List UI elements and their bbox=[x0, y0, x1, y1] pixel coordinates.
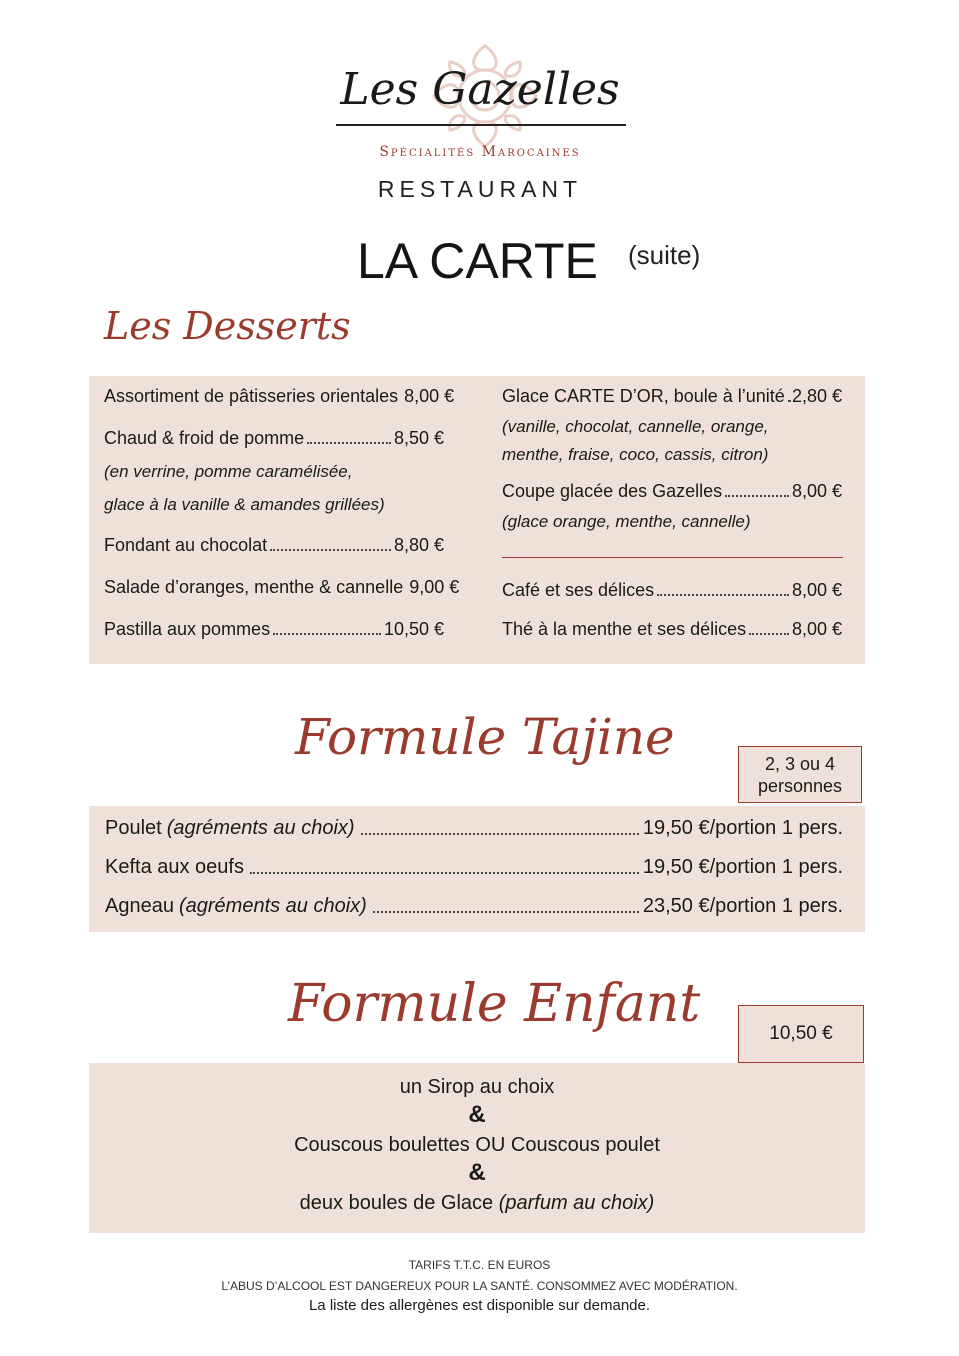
tajine-price: 19,50 €/portion 1 pers. bbox=[642, 817, 843, 839]
logo-rule bbox=[336, 124, 626, 126]
logo-restaurant: RESTAURANT bbox=[377, 176, 583, 202]
dessert-item bbox=[104, 577, 460, 598]
dessert-note: menthe, fraise, coco, cassis, citron) bbox=[502, 445, 769, 464]
dessert-item bbox=[104, 386, 455, 407]
leader-dots bbox=[273, 633, 381, 635]
dessert-note: glace à la vanille & amandes grillées) bbox=[104, 495, 385, 514]
dessert-note: (glace orange, menthe, cannelle) bbox=[502, 512, 751, 531]
tajine-item bbox=[105, 856, 843, 879]
enfant-price-badge: 10,50 € bbox=[738, 1005, 864, 1063]
logo-subtitle: Spécialités Marocaines bbox=[379, 144, 581, 160]
dessert-name: Glace CARTE D’OR, boule à l’unité bbox=[502, 386, 785, 406]
footer-tarifs: TARIFS T.T.C. EN EUROS bbox=[408, 1258, 551, 1272]
dessert-item bbox=[502, 386, 842, 407]
dessert-price: 8,00 € bbox=[791, 580, 842, 600]
tajine-note: (agréments au choix) bbox=[178, 895, 367, 917]
dessert-price: 8,00 € bbox=[791, 481, 842, 501]
leader-dots bbox=[657, 594, 789, 596]
tajine-name: Kefta aux oeufs bbox=[105, 856, 244, 878]
tajine-heading: Formule Tajine bbox=[295, 708, 675, 766]
dessert-item bbox=[104, 619, 444, 640]
enfant-line-3-text: deux boules de Glace bbox=[299, 1192, 494, 1214]
page-title: LA CARTE bbox=[357, 233, 598, 289]
leader-dots bbox=[725, 495, 789, 497]
leader-dots bbox=[270, 549, 391, 551]
enfant-line-3 bbox=[89, 1192, 865, 1215]
footer-allergens: La liste des allergènes est disponible sur demande. bbox=[308, 1297, 651, 1314]
enfant-ampersand: & bbox=[468, 1159, 486, 1186]
dessert-item bbox=[502, 619, 842, 640]
tajine-price: 23,50 €/portion 1 pers. bbox=[642, 895, 843, 917]
dessert-price: 2,80 € bbox=[791, 386, 842, 406]
leader-dots bbox=[373, 911, 639, 913]
dessert-name: Chaud & froid de pomme bbox=[104, 428, 305, 448]
dessert-name: Coupe glacée des Gazelles bbox=[502, 481, 723, 501]
desserts-heading: Les Desserts bbox=[104, 304, 351, 348]
dessert-price: 8,00 € bbox=[791, 619, 842, 639]
page-title-suite: (suite) bbox=[628, 240, 701, 270]
tajine-badge bbox=[738, 746, 862, 803]
leader-dots bbox=[250, 872, 639, 874]
enfant-line-3-note: (parfum au choix) bbox=[498, 1192, 655, 1214]
enfant-line-1: un Sirop au choix bbox=[399, 1076, 555, 1098]
leader-dots bbox=[307, 442, 391, 444]
dessert-name: Thé à la menthe et ses délices bbox=[502, 619, 747, 639]
enfant-line-2: Couscous boulettes OU Couscous poulet bbox=[294, 1134, 660, 1156]
enfant-heading: Formule Enfant bbox=[288, 974, 701, 1034]
dessert-separator bbox=[502, 557, 843, 558]
dessert-note: (vanille, chocolat, cannelle, orange, bbox=[502, 417, 769, 436]
dessert-price: 8,50 € bbox=[393, 428, 444, 448]
tajine-item bbox=[105, 895, 843, 918]
dessert-price: 10,50 € bbox=[383, 619, 444, 639]
dessert-name: Pastilla aux pommes bbox=[104, 619, 271, 639]
dessert-name: Assortiment de pâtisseries orientales bbox=[104, 386, 399, 406]
tajine-badge-line2: personnes bbox=[757, 776, 843, 796]
dessert-item bbox=[104, 428, 444, 449]
dessert-item bbox=[502, 580, 842, 601]
dessert-note: (en verrine, pomme caramélisée, bbox=[104, 462, 353, 481]
tajine-note: (agréments au choix) bbox=[166, 817, 355, 839]
dessert-name: Café et ses délices bbox=[502, 580, 655, 600]
enfant-ampersand: & bbox=[468, 1101, 486, 1128]
leader-dots bbox=[361, 833, 639, 835]
leader-dots bbox=[749, 633, 789, 635]
tajine-name: Agneau bbox=[105, 895, 174, 917]
tajine-badge-line1: 2, 3 ou 4 bbox=[764, 754, 836, 774]
dessert-price: 8,80 € bbox=[393, 535, 444, 555]
dessert-price: 8,00 € bbox=[404, 386, 455, 406]
dessert-item bbox=[502, 481, 842, 502]
leader-dots bbox=[788, 400, 789, 402]
dessert-name: Salade d’oranges, menthe & cannelle bbox=[104, 577, 404, 597]
dessert-price: 9,00 € bbox=[409, 577, 460, 597]
dessert-name: Fondant au chocolat bbox=[104, 535, 268, 555]
footer-alcohol-warning: L’ABUS D’ALCOOL EST DANGEREUX POUR LA SANTÉ. CONSOMMEZ AVEC MODÉRATION. bbox=[221, 1279, 738, 1293]
logo-name: Les Gazelles bbox=[340, 64, 620, 115]
dessert-item bbox=[104, 535, 444, 556]
tajine-name: Poulet bbox=[105, 817, 162, 839]
tajine-item bbox=[105, 817, 843, 840]
tajine-price: 19,50 €/portion 1 pers. bbox=[642, 856, 843, 878]
